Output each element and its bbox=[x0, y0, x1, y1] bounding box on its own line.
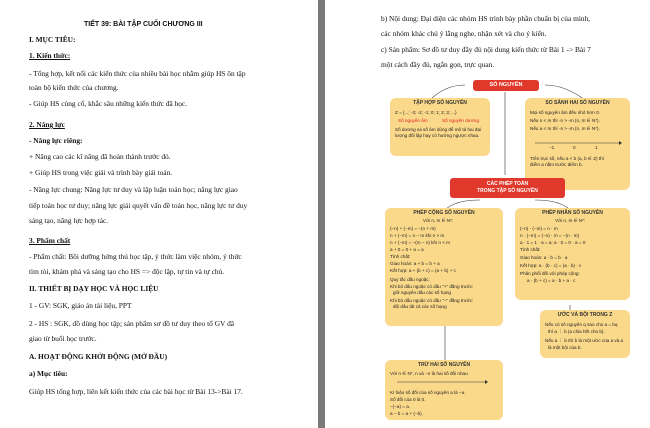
paragraph-line: - Phẩm chất: Bồi dưỡng hứng thú học tập, ý thức làm việc nhóm, ý thức bbox=[29, 252, 242, 261]
paragraph-line: c) Sản phẩm: Sơ đồ tư duy đầy đủ nội dung kiến thức từ Bài 1 -> Bài 7 bbox=[381, 45, 591, 54]
box-line: a − b = a + (−b). bbox=[390, 411, 423, 416]
box-subtraction bbox=[385, 360, 503, 420]
box-line: là một bội của b. bbox=[548, 345, 582, 350]
paragraph-line: b) Nội dung: Đại diện các nhóm HS trình bày phần chuẩn bị của mình, bbox=[381, 14, 591, 23]
box-line: Số dương và số âm dùng để mô tả hai đại bbox=[395, 127, 482, 132]
paragraph-line: sáng tạo, năng lực hợp tác. bbox=[29, 216, 109, 225]
box-line: Với n, m ∈ N*: bbox=[423, 218, 454, 223]
box-line: n + (−m) = −(m − n) khi n < m bbox=[390, 240, 450, 245]
box-multiplication bbox=[515, 208, 630, 300]
box-compare-integers bbox=[525, 98, 630, 190]
paragraph-line: các nhóm khác chú ý lắng nghe, nhận xét và cho ý kiến. bbox=[381, 29, 547, 38]
box-title: ƯỚC VÀ BỘI TRONG Z bbox=[557, 312, 613, 318]
document-page-left bbox=[0, 0, 318, 428]
box-addition bbox=[385, 208, 503, 326]
box-line: đổi dấu tất cả các số hạng bbox=[393, 304, 447, 309]
ribbon-so-nguyen: SỐ NGUYÊN bbox=[473, 80, 539, 91]
box-line: Nếu có số nguyên q sao cho a = bq bbox=[545, 322, 618, 327]
box-line: −(−a) = a. bbox=[390, 404, 411, 409]
box-divisors-multiples bbox=[540, 310, 630, 358]
ribbon-operations bbox=[450, 178, 565, 198]
box-line: Nếu a ⋮ b thì b là một ước của a và a bbox=[545, 338, 624, 343]
box-line: Giao hoán: a · b = b · a bbox=[520, 255, 568, 260]
axis-label: −1 bbox=[549, 145, 555, 150]
paragraph-line: Giúp HS tổng hợp, liên kết kiến thức của các bài học từ Bài 13->Bài 17. bbox=[29, 387, 243, 396]
box-line: Mọi số nguyên âm đều nhỏ hơn 0. bbox=[530, 110, 600, 115]
paragraph-line: một cách đầy đủ, ngắn gọn, trực quan. bbox=[381, 60, 495, 69]
box-title: PHÉP NHÂN SỐ NGUYÊN bbox=[542, 210, 603, 216]
subsection-heading: 2. Năng lực bbox=[29, 120, 65, 129]
box-line: Số nguyên dương bbox=[442, 118, 479, 123]
paragraph-line: + Nâng cao các kĩ năng đã hoàn thành trước đó. bbox=[29, 152, 171, 161]
paragraph-line: - Tổng hợp, kết nối các kiến thức của nhiều bài học nhằm giúp HS ôn tập bbox=[29, 69, 246, 78]
box-title: SO SÁNH HAI SỐ NGUYÊN bbox=[545, 100, 610, 106]
paragraph-line: - Năng lực chung: Năng lực tư duy và lập luận toán học; năng lực giao bbox=[29, 185, 238, 194]
mindmap bbox=[385, 80, 635, 420]
box-line: (−n) · (−m) = n · m bbox=[520, 226, 558, 231]
number-line-icon bbox=[533, 138, 623, 150]
box-line: Giao hoán: a + b = b + a bbox=[390, 261, 440, 266]
box-line: a · 1 = 1 · a = a; a · 0 = 0 · a = 0 bbox=[520, 240, 586, 245]
box-line: Khi bỏ dấu ngoặc có dấu "+" đằng trước: bbox=[390, 284, 474, 289]
box-line: Tính chất: bbox=[520, 247, 541, 252]
paragraph-line: tiếp toán học tư duy; năng lực giải quyết vấn đề toán học, năng lực tư duy bbox=[29, 201, 248, 210]
lesson-title: TIẾT 39: BÀI TẬP CUỐI CHƯƠNG III bbox=[84, 21, 203, 28]
section-heading: II. THIẾT BỊ DẠY HỌC VÀ HỌC LIỆU bbox=[29, 284, 159, 293]
paragraph-line: giao từ buổi học trước. bbox=[29, 334, 97, 343]
box-line: Số nguyên âm bbox=[398, 118, 428, 123]
paragraph-line: - Giúp HS củng cố, khắc sâu những kiến thức đã học. bbox=[29, 99, 188, 108]
section-heading: I. MỤC TIÊU: bbox=[29, 35, 76, 44]
box-line: a + 0 = 0 + a = a bbox=[390, 247, 424, 252]
box-line: Trên trục số, nếu a < b (a, b ∈ Z) thì bbox=[530, 156, 604, 161]
paragraph-line: 2 - HS : SGK, đồ dùng học tập; sản phẩm sơ đồ tư duy theo tổ GV đã bbox=[29, 319, 235, 328]
subsection-heading: 3. Phẩm chất bbox=[29, 236, 71, 245]
box-line: Phân phối đối với phép cộng: bbox=[520, 271, 580, 276]
box-line: Tính chất: bbox=[390, 254, 411, 259]
subsection-heading: a) Mục tiêu: bbox=[29, 369, 68, 378]
box-line: Quy tắc dấu ngoặc: bbox=[390, 277, 430, 282]
box-title: TRỪ HAI SỐ NGUYÊN bbox=[417, 362, 471, 368]
box-line: Với n ∈ N*, n và −n là hai số đối nhau bbox=[390, 371, 468, 376]
box-line: điểm a nằm trước điểm b. bbox=[530, 162, 583, 167]
document-page-right bbox=[325, 0, 650, 428]
box-line: thì a ⋮ b (a chia hết cho b). bbox=[548, 329, 605, 334]
number-line-icon bbox=[395, 378, 490, 388]
box-line: Khi bỏ dấu ngoặc có dấu "−" đằng trước: bbox=[390, 298, 474, 303]
paragraph-line: 1 - GV: SGK, giáo án tài liệu, PPT bbox=[29, 301, 132, 310]
paragraph-line: tìm tòi, khám phá và sáng tạo cho HS => độc lập, tự tin và tự chủ. bbox=[29, 267, 225, 276]
paragraph-line: + Giúp HS trong việc giải và trình bày giải toán. bbox=[29, 168, 173, 177]
axis-label: 0 bbox=[573, 145, 576, 150]
box-line: Với n, m ∈ N*: bbox=[555, 218, 586, 223]
ribbon-line: CÁC PHÉP TOÁN bbox=[486, 181, 529, 187]
axis-label: 1 bbox=[595, 145, 598, 150]
box-line: n + (−m) = n − m khi n > m bbox=[390, 233, 445, 238]
subsection-heading: 1. Kiến thức: bbox=[29, 51, 71, 60]
box-title: PHÉP CỘNG SỐ NGUYÊN bbox=[413, 210, 475, 216]
paragraph-line: toàn bộ kiến thức của chương. bbox=[29, 83, 119, 92]
box-line: Kí hiệu số đối của số nguyên a là −a. bbox=[390, 390, 466, 395]
box-line: Nếu n < m thì -n > -m (n, m ∈ N*). bbox=[530, 118, 600, 123]
box-line: Nếu a < m thì -n > -m (n, m ∈ N*). bbox=[530, 126, 600, 131]
section-heading: A. HOẠT ĐỘNG KHỞI ĐỘNG (MỞ ĐẦU) bbox=[29, 352, 168, 361]
box-title: TẬP HỢP SỐ NGUYÊN bbox=[413, 100, 467, 106]
box-line: a · (b + c) = a · b + a · c bbox=[527, 278, 576, 283]
box-line: lượng đối lập hay có hướng ngược nhau. bbox=[395, 133, 480, 138]
box-line: giữ nguyên dấu các số hạng bbox=[393, 290, 451, 295]
paragraph-line: - Năng lực riêng: bbox=[29, 136, 83, 145]
box-line: (−n) + (−m) = −(n + m) bbox=[390, 226, 436, 231]
box-line: Z = {...; -3; -2; -1; 0; 1; 2; 3; ...} bbox=[395, 110, 457, 115]
box-set-of-integers bbox=[390, 98, 490, 156]
ribbon-line: TRONG TẬP SỐ NGUYÊN bbox=[477, 188, 538, 194]
box-line: n · (−m) = (−n) · m = −(n · m) bbox=[520, 233, 580, 238]
box-line: Kết hợp: a · (b · c) = (a · b) · c bbox=[520, 263, 582, 268]
box-line: Kết hợp: a + (b + c) = (a + b) + c bbox=[390, 268, 456, 273]
box-line: Số đối của 0 là 0. bbox=[390, 397, 426, 402]
